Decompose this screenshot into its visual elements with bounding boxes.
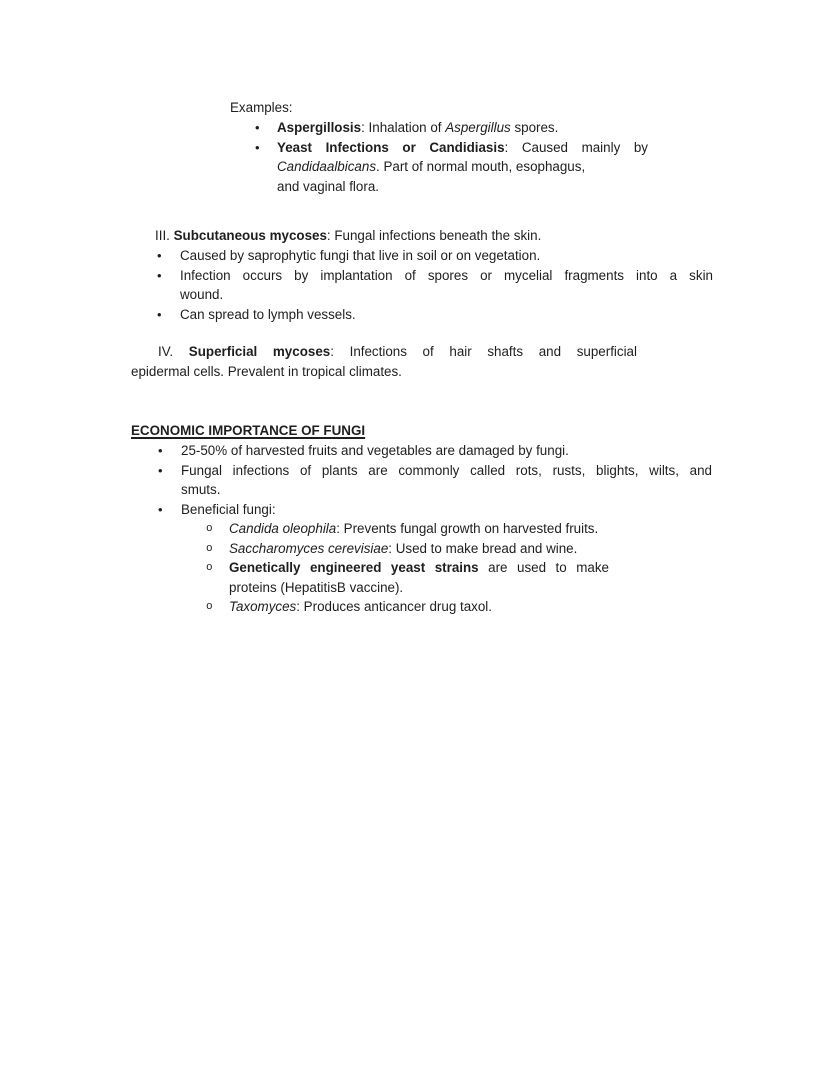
list-item-text — [255, 138, 648, 197]
examples-heading: Examples: — [230, 100, 293, 115]
list-item — [157, 305, 713, 325]
list-item — [158, 461, 712, 500]
list-item — [255, 138, 648, 197]
bullet-disc-icon: • — [255, 120, 260, 135]
text-line: IV. Superficial mycoses: Infections of hair shafts and superficial — [158, 344, 637, 359]
list-item — [206, 539, 609, 559]
bullet-disc-icon: • — [158, 501, 163, 517]
list-item-text: Saccharomyces cerevisiae: Used to make bread and wine. — [229, 540, 578, 556]
bullet-circle-icon: o — [206, 601, 213, 613]
list-item-text: Beneficial fungi: — [181, 501, 276, 517]
bullet-disc-icon: • — [158, 443, 163, 458]
economic-heading: ECONOMIC IMPORTANCE OF FUNGI — [131, 423, 366, 438]
text-line: wound. — [180, 287, 224, 302]
list-item-text — [158, 461, 712, 500]
text-line: Fungal infections of plants are commonly called rots, rusts, blights, wilts, and — [181, 462, 712, 478]
economic-list — [158, 441, 712, 519]
list-item-text — [157, 266, 713, 305]
list-item — [206, 597, 609, 617]
bullet-disc-icon: • — [157, 248, 162, 263]
bullet-disc-icon: • — [158, 462, 163, 478]
text-line: and vaginal flora. — [277, 178, 379, 194]
list-item-text: Can spread to lymph vessels. — [180, 306, 356, 322]
list-item-text — [206, 558, 609, 597]
text-line: epidermal cells. Prevalent in tropical climates. — [131, 363, 402, 379]
list-item — [206, 519, 609, 539]
list-item — [206, 558, 609, 597]
bullet-circle-icon: o — [206, 562, 213, 574]
section4-paragraph — [131, 342, 637, 381]
examples-list — [255, 118, 648, 196]
bullet-circle-icon: o — [206, 523, 213, 535]
bullet-disc-icon: • — [255, 139, 260, 155]
list-item-text: Aspergillosis: Inhalation of Aspergillus spores. — [277, 120, 559, 135]
text-line: proteins (HepatitisB vaccine). — [229, 579, 404, 595]
text-line: smuts. — [181, 482, 221, 497]
list-item — [157, 266, 713, 305]
list-item-text: Candida oleophila: Prevents fungal growth on harvested fruits. — [229, 521, 599, 536]
list-item-text: Caused by saprophytic fungi that live in soil or on vegetation. — [180, 248, 541, 263]
bullet-circle-icon: o — [206, 542, 213, 555]
list-item-text: Taxomyces: Produces anticancer drug taxol. — [229, 599, 492, 614]
section3-list — [157, 246, 713, 324]
beneficial-fungi-sublist — [206, 519, 609, 617]
list-item — [255, 118, 648, 138]
list-item-text: 25-50% of harvested fruits and vegetables are damaged by fungi. — [181, 443, 569, 458]
text-line: Genetically engineered yeast strains are used to make — [229, 560, 609, 575]
text-line: Infection occurs by implantation of spores or mycelial fragments into a skin — [180, 267, 713, 283]
text-line: Candidaalbicans. Part of normal mouth, esophagus, — [277, 159, 586, 174]
text-line: Yeast Infections or Candidiasis: Caused mainly by — [277, 139, 648, 155]
bullet-disc-icon: • — [157, 306, 162, 322]
section3-heading: III. Subcutaneous mycoses: Fungal infections beneath the skin. — [155, 228, 542, 243]
list-item — [157, 246, 713, 266]
list-item — [158, 441, 712, 461]
list-item — [158, 500, 712, 520]
bullet-disc-icon: • — [157, 267, 162, 283]
